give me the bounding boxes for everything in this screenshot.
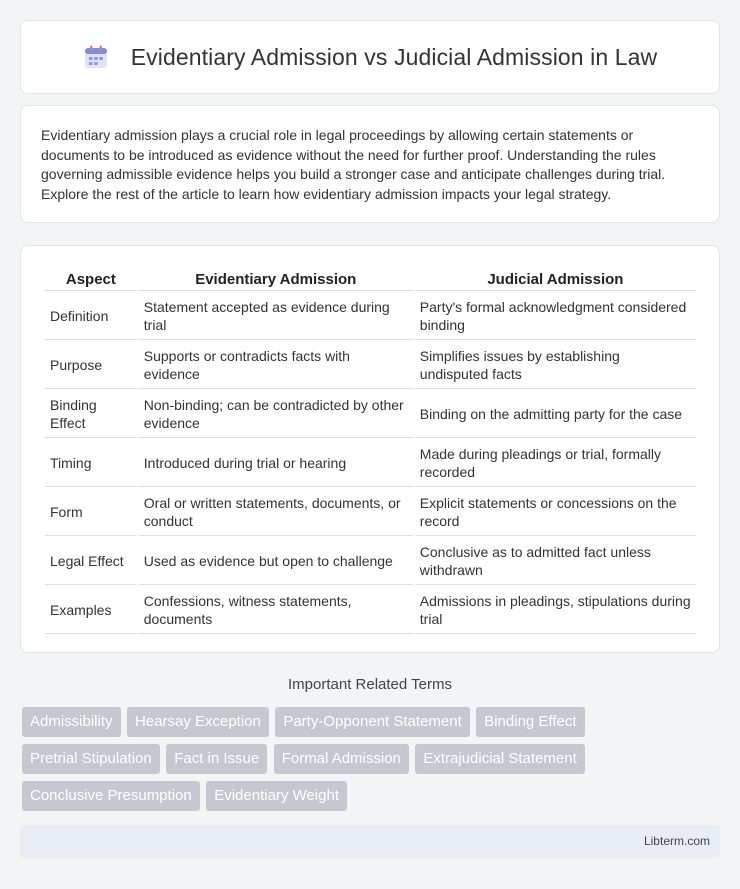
tag-pretrial-stipulation[interactable]: Pretrial Stipulation [22,744,160,774]
comparison-card [20,245,720,653]
page-title: Evidentiary Admission vs Judicial Admission in Law [130,43,658,70]
column-header-judicial: Judicial Admission [415,266,696,291]
tag-hearsay-exception[interactable]: Hearsay Exception [127,707,269,737]
cell-judicial: Party's formal acknowledgment considered binding [415,293,696,340]
cell-aspect: Form [45,489,137,536]
related-terms-list [22,707,722,818]
cell-aspect: Definition [45,293,137,340]
cell-aspect: Binding Effect [45,391,137,438]
tag-evidentiary-weight[interactable]: Evidentiary Weight [206,781,347,811]
cell-judicial: Simplifies issues by establishing undisputed facts [415,342,696,389]
table-row [45,293,696,340]
table-row [45,538,696,585]
intro-text: Evidentiary admission plays a crucial role in legal proceedings by allowing certain statements or documents to be introduced as evidence without the need for further proof. Understanding the rules governing admissible evidence helps you build a stronger case and anticipate challenges during trial. Explore the rest of the article to learn how evidentiary admission impacts your legal strategy. [41,127,666,202]
calendar-icon [83,44,109,70]
table-row [45,391,696,438]
column-header-aspect: Aspect [45,266,137,291]
cell-judicial: Admissions in pleadings, stipulations during trial [415,587,696,634]
tag-formal-admission[interactable]: Formal Admission [274,744,409,774]
tag-fact-in-issue[interactable]: Fact in Issue [166,744,267,774]
cell-judicial: Conclusive as to admitted fact unless withdrawn [415,538,696,585]
tag-conclusive-presumption[interactable]: Conclusive Presumption [22,781,200,811]
cell-aspect: Legal Effect [45,538,137,585]
intro-card [20,105,720,223]
tag-admissibility[interactable]: Admissibility [22,707,121,737]
cell-evidentiary: Confessions, witness statements, documents [139,587,413,634]
comparison-table [43,264,698,636]
footer [20,825,720,858]
cell-judicial: Explicit statements or concessions on the record [415,489,696,536]
cell-evidentiary: Used as evidence but open to challenge [139,538,413,585]
cell-aspect: Examples [45,587,137,634]
title-card [20,20,720,94]
cell-judicial: Made during pleadings or trial, formally recorded [415,440,696,487]
tag-extrajudicial-statement[interactable]: Extrajudicial Statement [415,744,584,774]
column-header-evidentiary: Evidentiary Admission [139,266,413,291]
footer-site-link[interactable]: Libterm.com [643,834,710,848]
cell-evidentiary: Introduced during trial or hearing [139,440,413,487]
cell-aspect: Timing [45,440,137,487]
related-terms-heading: Important Related Terms [288,676,452,693]
table-row [45,342,696,389]
table-row [45,587,696,634]
cell-evidentiary: Oral or written statements, documents, or conduct [139,489,413,536]
tag-party-opponent-statement[interactable]: Party-Opponent Statement [275,707,469,737]
table-row [45,489,696,536]
cell-evidentiary: Non-binding; can be contradicted by other evidence [139,391,413,438]
cell-aspect: Purpose [45,342,137,389]
cell-evidentiary: Statement accepted as evidence during trial [139,293,413,340]
tag-binding-effect[interactable]: Binding Effect [476,707,584,737]
table-header-row [45,266,696,291]
table-row [45,440,696,487]
cell-evidentiary: Supports or contradicts facts with evidence [139,342,413,389]
cell-judicial: Binding on the admitting party for the case [415,391,696,438]
